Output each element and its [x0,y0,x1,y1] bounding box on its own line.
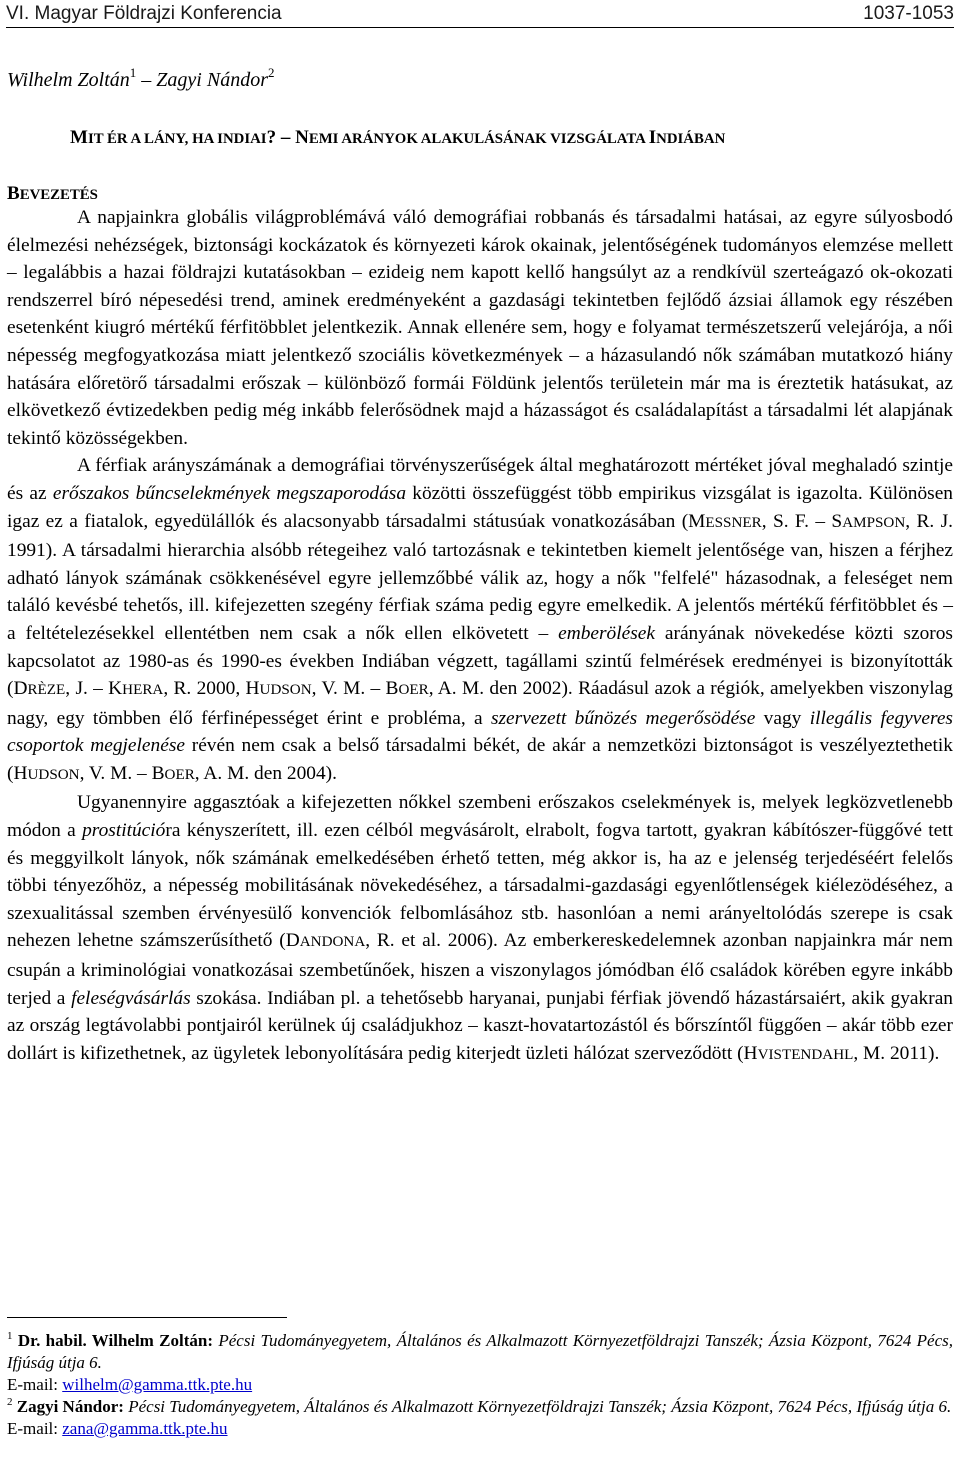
footnote-number: 1 [7,1330,13,1342]
email-label: E-mail: [7,1375,63,1394]
text-run: vagy [755,707,810,729]
emphasis: emberölések [558,622,655,644]
text-run: révén nem csak a belső társadalmi békét, de akár a nemzetközi biztonságot is veszélyeztethetik (H [7,735,954,784]
citation-smallcaps: VISTENDAHL [757,1046,854,1063]
emphasis: feleségvásárlás [71,987,191,1009]
title-part: M [70,127,88,148]
text-run: szokása. Indiában pl. a tehetősebb haryanai, punjabi férfiak jövendő házastársaiért, akik gyakran az ország legtávolabbi pontjairól kerülnek új családjukhoz – kaszt-hovatartozástól és bőrszíntől függően – akár több ezer dollárt is kifizethetnek, az ügyletek lebonyolítására pedig kiterjedt üzleti hálózat szerveződött (H [7,987,953,1064]
author-2-footnote-ref[interactable]: 2 [267,65,275,80]
text-run: , J. – K [65,678,123,700]
footnote-number: 2 [7,1396,13,1408]
page-range: 1037-1053 [863,3,954,24]
title-part: EMI ARÁNYOK ALAKULÁSÁNAK VIZSGÁLATA [308,131,649,147]
author-1-footnote-ref[interactable]: 1 [129,65,137,80]
text-run: , R. J. 1991). A társadalmi hierarchia alsóbb rétegeihez való tartozásnak e tekintetben kiemelt jelentősége van, hiszen a férjhez adható lányok számának csökkenésével egyre jellemzőbbé válik az, hogy a nők "felfelé" házasodnak, a feleséget nem találó kevésbé tehetős, ill. kifejezetten szegény férfiak száma pedig egyre emelkedik. A jelentős mértékű férfitöbblet és – a feltételezésekkel ellentétben nem csak a nők ellen elkövetett – [7,510,954,644]
footnote-author: Dr. habil. Wilhelm Zoltán: [17,1331,214,1350]
author-1: Wilhelm Zoltán [7,69,130,91]
conference-name: VI. Magyar Földrajzi Konferencia [6,3,282,24]
running-header [6,1,954,28]
emphasis: prostitúció [82,820,166,842]
citation-smallcaps: OER [164,766,195,783]
text-run: , S. F. – S [761,510,843,532]
citation-smallcaps: RÈZE [27,682,66,699]
citation-smallcaps: AMPSON [842,514,906,531]
text-run: , R. 2000, H [163,678,260,700]
footnote-1-email [7,1374,953,1396]
body-text [7,204,953,1069]
text-run: , R. et al. 2006). Az emberkereskedelemnek azonban napjainkra már nem csupán a kriminológiai vonatkozásai szembetűnőek, hiszen a viszonylagos jómódban élő családok körében egyre inkább terjed a [7,930,953,1009]
author-line [7,66,274,94]
emphasis: szervezett bűnözés megerősödése [490,707,756,729]
citation-smallcaps: OER [398,682,429,699]
text-run: közötti összefüggést több empirikus vizsgálat is igazolta. Különösen igaz ez a fiatalok, egyedülállók és alacsonyabb társadalmi státusúak vonatkozásában (M [7,482,954,532]
title-part: I [648,127,657,148]
footnote-affiliation: Pécsi Tudományegyetem, Általános és Alkalmazott Környezetföldrajzi Tanszék; Ázsia Központ, 7624 Pécs, Ifjúság útja 6. [128,1397,952,1416]
footnotes [7,1330,953,1440]
email-link-1[interactable]: wilhelm@gamma.ttk.pte.hu [62,1375,253,1394]
citation-smallcaps: ANDONA [299,934,366,951]
citation-smallcaps: UDSON [259,682,312,699]
text-run: arányának növekedése közti szoros kapcsolatot az 1980-as és 1990-es években Indiában végzett, tagállami szintű felmérések eredményei is bizonyították (D [7,622,953,700]
text-run: , M. 2011). [853,1042,940,1064]
footnote-separator [7,1317,287,1318]
text-run: A férfiak arányszámának a demográfiai törvényszerűségek által meghatározott mértéket jóval meghaladó szintje és az [7,455,953,504]
footnote-2-email [7,1418,953,1440]
paragraph-1 [7,204,953,452]
paragraph-2 [7,452,953,789]
footnote-1 [7,1330,953,1374]
citation-smallcaps: HERA [122,682,164,699]
section-heading-part: EVEZETÉS [19,187,98,203]
citation-smallcaps: ESSNER [705,514,762,531]
email-link-2[interactable]: zana@gamma.ttk.pte.hu [62,1419,228,1438]
author-separator: – [136,69,157,91]
text-run: , A. M. den 2002). Ráadásul azok a régiók, amelyekben viszonylag nagy, egy tömbben élő férfinépességet érint e probléma, a [7,678,953,729]
paper-title [70,124,725,153]
section-heading-part: B [7,183,20,204]
footnote-2 [7,1396,953,1418]
text-run: A napjainkra globális világproblémává váló demográfiai robbanás és társadalmi hatásai, az egyre súlyosbodó élelmezési nehézségek, biztonsági kockázatok és környezeti károk okainak, jelentőségének tudományos elemzése mellett – legalábbis a hazai földrajzi kutatásokban – ezideig nem kapott kellő hangsúlyt az a rendkívül szerteágazó ok-okozati rendszerrel bíró népesedési trend, aminek eredményeként a gazdasági tekintetben fejlődő ázsiai államok egy részében esetenként kiugró mértékű férfitöbblet jelentkezik. Annak ellenére sem, hogy e folyamat természetszerű velejárója, a női népesség megfogyatkozása miatt jelentkező szociális következmények – a házasulandó nők számában mutatkozó hiány hatására előretörő társadalmi erőszak – különböző formái Földünk jelentős területein már ma is éreztetik hatásukat, az elkövetkező évtizedekben pedig még inkább felerősödnek majd a házasságot és családalapítást a társadalmi lét alapjának tekintő közösségekben. [7,207,953,449]
emphasis: erőszakos bűncselekmények megszaporodása [52,482,407,504]
title-part: ? – N [266,127,309,148]
footnote-author: Zagyi Nándor: [16,1397,124,1416]
author-2: Zagyi Nándor [156,69,268,91]
title-part: IT ÉR A LÁNY, HA INDIAI [87,131,267,147]
text-run: , V. M. – B [79,762,165,784]
footnote-affiliation: Pécsi Tudományegyetem, Általános és Alkalmazott Környezetföldrajzi Tanszék; Ázsia Központ, 7624 Pécs, Ifjúság útja 6. [7,1331,954,1372]
text-run: , V. M. – B [311,678,399,700]
email-label: E-mail: [7,1419,63,1438]
text-run: , A. M. den 2004). [194,762,337,784]
citation-smallcaps: UDSON [27,766,80,783]
text-run: Ugyanennyire aggasztóak a kifejezetten nőkkel szembeni erőszakos cselekmények is, melyek legközvetlenebb módon a [7,792,953,842]
text-run: ra kényszerített, ill. ezen célból megvásárolt, elrabolt, fogva tartott, gyakran kábítószer-függővé tett és meggyilkolt lányok, nők számának emelkedésében érhető tetten, még akkor is, ha az e jelenség terjedéséért felelős többi tényezőhöz, a népesség mobilitásának növekedéséhez, a társadalmi-gazdasági egyenlőtlenségek kiélezödéséhez, a szexualitással szemben érvényesülő konvenciók felbomlásához stb. hasonlóan a nemi arányeltolódás szerepe is csak nehezen lehetne számszerűsíthető (D [7,820,953,952]
paragraph-3 [7,789,953,1069]
title-part: NDIÁBAN [656,131,726,147]
emphasis: illegális fegyveres csoportok megjelenése [7,707,953,757]
